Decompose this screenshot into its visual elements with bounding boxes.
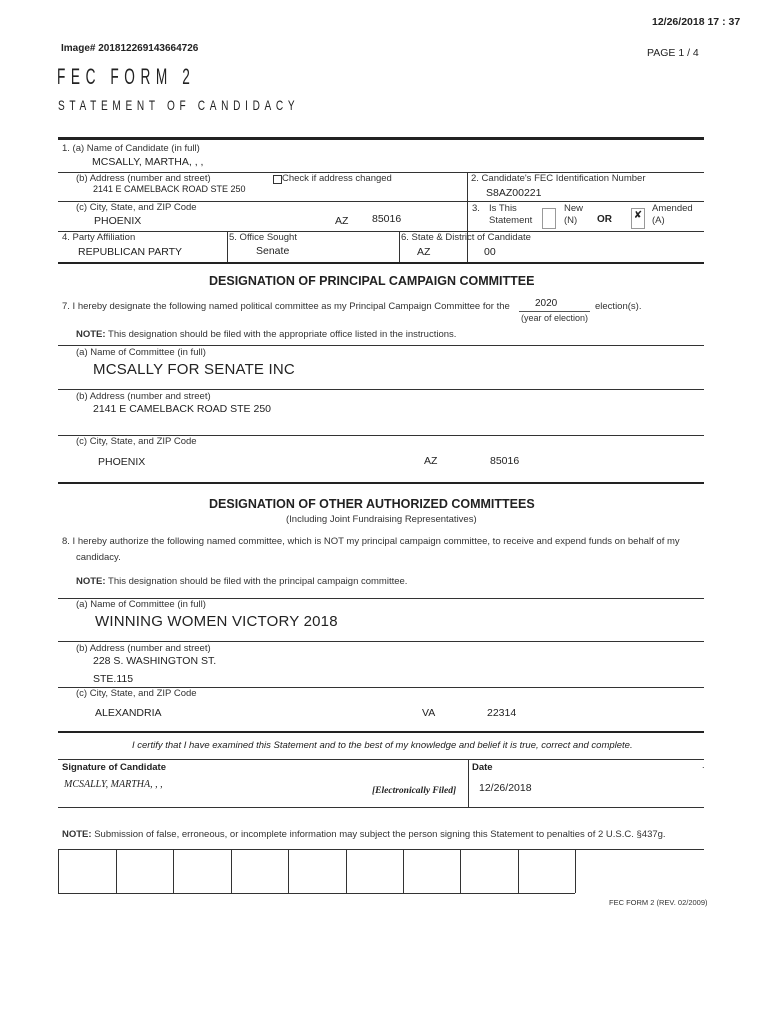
other-city: ALEXANDRIA	[95, 707, 162, 719]
other-address-2: STE.115	[93, 673, 134, 685]
candidate-city-label: (c) City, State, and ZIP Code	[76, 202, 197, 213]
date-label: Date	[472, 762, 493, 773]
other-address-1: 228 S. WASHINGTON ST.	[93, 655, 217, 667]
form-subtitle: STATEMENT OF CANDIDACY	[58, 97, 300, 113]
divider	[227, 231, 228, 262]
other-name-label: (a) Name of Committee (in full)	[76, 599, 206, 610]
grid-cell	[460, 849, 461, 893]
amended-label: Amended	[652, 203, 693, 214]
divider	[58, 641, 704, 642]
grid-cell	[575, 849, 576, 893]
divider	[468, 759, 469, 807]
divider	[58, 759, 704, 760]
new-label: New	[564, 203, 584, 214]
divider	[58, 482, 704, 484]
principal-city: PHOENIX	[98, 456, 146, 468]
item8-line2: candidacy.	[76, 552, 121, 563]
other-address-label: (b) Address (number and street)	[76, 643, 211, 654]
or-label: OR	[597, 214, 612, 225]
divider	[519, 311, 590, 312]
other-state: VA	[422, 707, 436, 719]
grid-cell	[231, 849, 232, 893]
address-changed-checkbox[interactable]	[273, 175, 282, 184]
principal-address: 2141 E CAMELBACK ROAD STE 250	[93, 403, 271, 415]
candidate-name: MCSALLY, MARTHA, , ,	[92, 156, 204, 168]
election-year: 2020	[535, 298, 558, 309]
statement-number: 3.	[472, 203, 480, 214]
principal-name: MCSALLY FOR SENATE INC	[93, 361, 295, 378]
divider	[58, 389, 704, 390]
electronically-filed: [Electronically Filed]	[372, 786, 457, 796]
divider	[58, 231, 704, 232]
item7-after: election(s).	[595, 301, 642, 312]
candidate-state: AZ	[335, 215, 349, 227]
divider	[467, 172, 468, 262]
candidate-name-label: 1. (a) Name of Candidate (in full)	[62, 143, 200, 154]
office-label: 5. Office Sought	[229, 232, 297, 243]
signature: MCSALLY, MARTHA, , ,	[64, 779, 163, 790]
divider	[58, 731, 704, 733]
divider	[58, 262, 704, 264]
divider	[399, 231, 400, 262]
divider	[58, 807, 704, 808]
form-revision: FEC FORM 2 (REV. 02/2009)	[609, 898, 708, 907]
statement-label-1: Is This	[489, 203, 517, 214]
candidate-address: 2141 E CAMELBACK ROAD STE 250	[93, 184, 246, 194]
address-changed-label: Check if address changed	[282, 173, 392, 184]
candidate-zip: 85016	[372, 213, 402, 225]
office: Senate	[256, 245, 290, 257]
grid-cell	[116, 849, 117, 893]
grid-cell	[288, 849, 289, 893]
sign-date: 12/26/2018	[479, 782, 532, 794]
amended-code: (A)	[652, 215, 665, 226]
principal-heading: DESIGNATION OF PRINCIPAL CAMPAIGN COMMITTEE	[209, 274, 535, 288]
certify-statement: I certify that I have examined this Statement and to the best of my knowledge and belief it is true, correct and complete.	[132, 740, 633, 751]
form-title: FEC FORM 2	[57, 64, 196, 89]
signature-label: Signature of Candidate	[62, 762, 166, 773]
principal-name-label: (a) Name of Committee (in full)	[76, 347, 206, 358]
district-state: AZ	[417, 246, 431, 258]
item8-line1: 8. I hereby authorize the following named committee, which is NOT my principal campaign committee, to receive and expend funds on behalf of my	[62, 536, 680, 547]
date-dot: .	[702, 760, 705, 770]
other-city-label: (c) City, State, and ZIP Code	[76, 688, 197, 699]
fec-id: S8AZ00221	[486, 187, 542, 199]
principal-address-label: (b) Address (number and street)	[76, 391, 211, 402]
grid-top	[58, 849, 704, 850]
new-code: (N)	[564, 215, 578, 226]
fec-id-label: 2. Candidate's FEC Identification Number	[471, 173, 646, 184]
grid-cell	[403, 849, 404, 893]
grid-cell	[518, 849, 519, 893]
other-note: NOTE: This designation should be filed with the principal campaign committee.	[76, 576, 408, 587]
party-label: 4. Party Affiliation	[62, 232, 136, 243]
principal-state: AZ	[424, 455, 438, 467]
page-number: PAGE 1 / 4	[647, 47, 699, 59]
other-subheading: (Including Joint Fundraising Representatives)	[286, 514, 477, 525]
party: REPUBLICAN PARTY	[78, 246, 183, 258]
other-heading: DESIGNATION OF OTHER AUTHORIZED COMMITTEES	[209, 497, 535, 511]
item7-text: 7. I hereby designate the following named political committee as my Principal Campaign Committee for the	[62, 301, 510, 312]
grid-cell	[346, 849, 347, 893]
other-zip: 22314	[487, 707, 517, 719]
divider	[58, 345, 704, 346]
principal-city-label: (c) City, State, and ZIP Code	[76, 436, 197, 447]
image-id: Image# 201812269143664726	[61, 43, 199, 54]
district-label: 6. State & District of Candidate	[401, 232, 531, 243]
statement-label-2: Statement	[489, 215, 533, 226]
section-top-rule	[58, 137, 704, 140]
new-checkbox[interactable]	[542, 208, 556, 229]
amended-checkbox[interactable]: ✘	[631, 208, 645, 229]
principal-zip: 85016	[490, 455, 520, 467]
year-caption: (year of election)	[521, 313, 589, 323]
principal-note: NOTE: This designation should be filed with the appropriate office listed in the instructions.	[76, 329, 457, 340]
grid-cell	[58, 849, 59, 893]
timestamp: 12/26/2018 17 : 37	[652, 16, 741, 28]
footer-note: NOTE: Submission of false, erroneous, or incomplete information may subject the person signing this Statement to penalties of 2 U.S.C. §437g.	[62, 829, 666, 840]
grid-bottom	[58, 893, 575, 894]
district: 00	[484, 246, 496, 258]
grid-cell	[173, 849, 174, 893]
candidate-address-label: (b) Address (number and street)	[76, 173, 211, 184]
candidate-city: PHOENIX	[94, 215, 142, 227]
other-name: WINNING WOMEN VICTORY 2018	[95, 613, 338, 630]
